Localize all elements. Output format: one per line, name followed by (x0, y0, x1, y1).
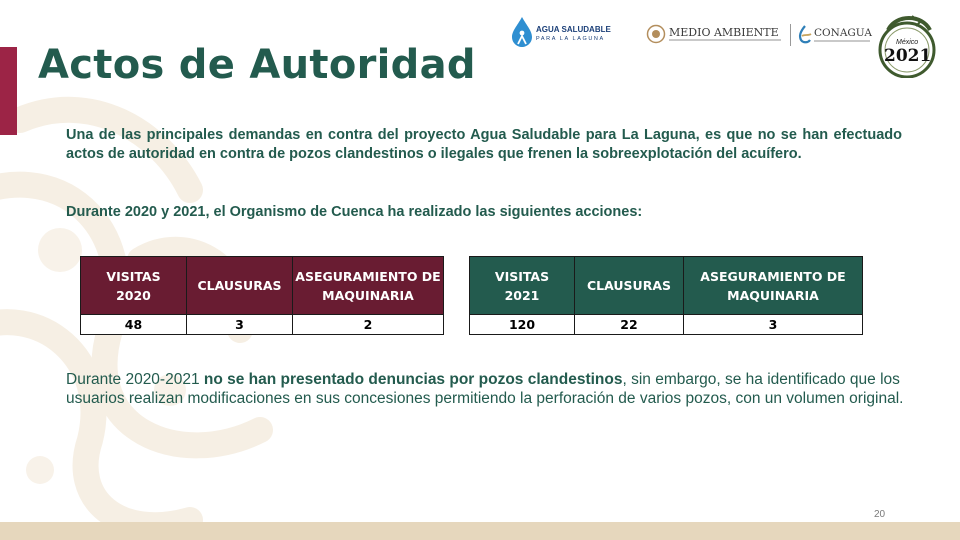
logo-divider (790, 24, 791, 46)
conagua-name: CONAGUA (814, 27, 872, 39)
water-drop-icon (511, 16, 533, 48)
agua-saludable-name: AGUA SALUDABLE (536, 25, 611, 34)
page-number: 20 (874, 509, 886, 520)
value-clausuras-2020: 3 (187, 315, 293, 335)
header-visitas-2021: VISITAS 2021 (470, 257, 575, 315)
header-clausuras-2021: CLAUSURAS (575, 257, 684, 315)
header-aseguramiento-2020: ASEGURAMIENTO DE MAQUINARIA (293, 257, 444, 315)
national-emblem-icon (646, 24, 666, 44)
medio-ambiente-subline (669, 39, 781, 41)
agua-saludable-logo (511, 16, 615, 50)
value-aseguramiento-2020: 2 (293, 315, 444, 335)
table-2020 (80, 256, 444, 335)
table-2021-value-row (470, 315, 863, 335)
header-clausuras-2020: CLAUSURAS (187, 257, 293, 315)
header-logos (0, 12, 960, 82)
footer-band (0, 522, 960, 540)
table-2021-header-row (470, 257, 863, 315)
closing-text-start: Durante 2020-2021 (66, 371, 204, 388)
conagua-wave-icon (797, 24, 813, 44)
conagua-logo (797, 24, 877, 46)
value-clausuras-2021: 22 (575, 315, 684, 335)
medio-ambiente-logo (646, 24, 796, 46)
header-visitas-2020: VISITAS 2020 (81, 257, 187, 315)
closing-text-emphasis: no se han presentado denuncias por pozos clandestinos (203, 371, 623, 388)
value-visitas-2021: 120 (470, 315, 575, 335)
table-2021 (469, 256, 863, 335)
table-2020-value-row (81, 315, 444, 335)
conagua-subline (814, 40, 870, 42)
header-aseguramiento-2021: ASEGURAMIENTO DE MAQUINARIA (684, 257, 863, 315)
table-2020-header-row (81, 257, 444, 315)
slide-title: Actos de Autoridad (38, 42, 476, 88)
value-visitas-2020: 48 (81, 315, 187, 335)
year-2021-seal (876, 12, 938, 78)
seal-label: México (896, 39, 919, 46)
actions-intro-paragraph: Durante 2020 y 2021, el Organismo de Cuenca ha realizado las siguientes acciones: (66, 204, 643, 220)
closing-paragraph (66, 370, 906, 408)
agua-saludable-subtitle: PARA LA LAGUNA (536, 36, 605, 42)
value-aseguramiento-2021: 3 (684, 315, 863, 335)
intro-paragraph: Una de las principales demandas en contra del proyecto Agua Saludable para La Laguna, es que no se han efectuado actos de autoridad en contra de pozos clandestinos o ilegales que frenen la sobreexplotación del acuífero. (66, 127, 902, 162)
closing-text-end: , sin embargo, se ha identificado que los usuarios realizan modificaciones en sus concesiones permitiendo la perforación de varios pozos, con un volumen original. (66, 371, 904, 407)
medio-ambiente-name: MEDIO AMBIENTE (669, 26, 779, 39)
seal-year: 2021 (884, 46, 932, 66)
